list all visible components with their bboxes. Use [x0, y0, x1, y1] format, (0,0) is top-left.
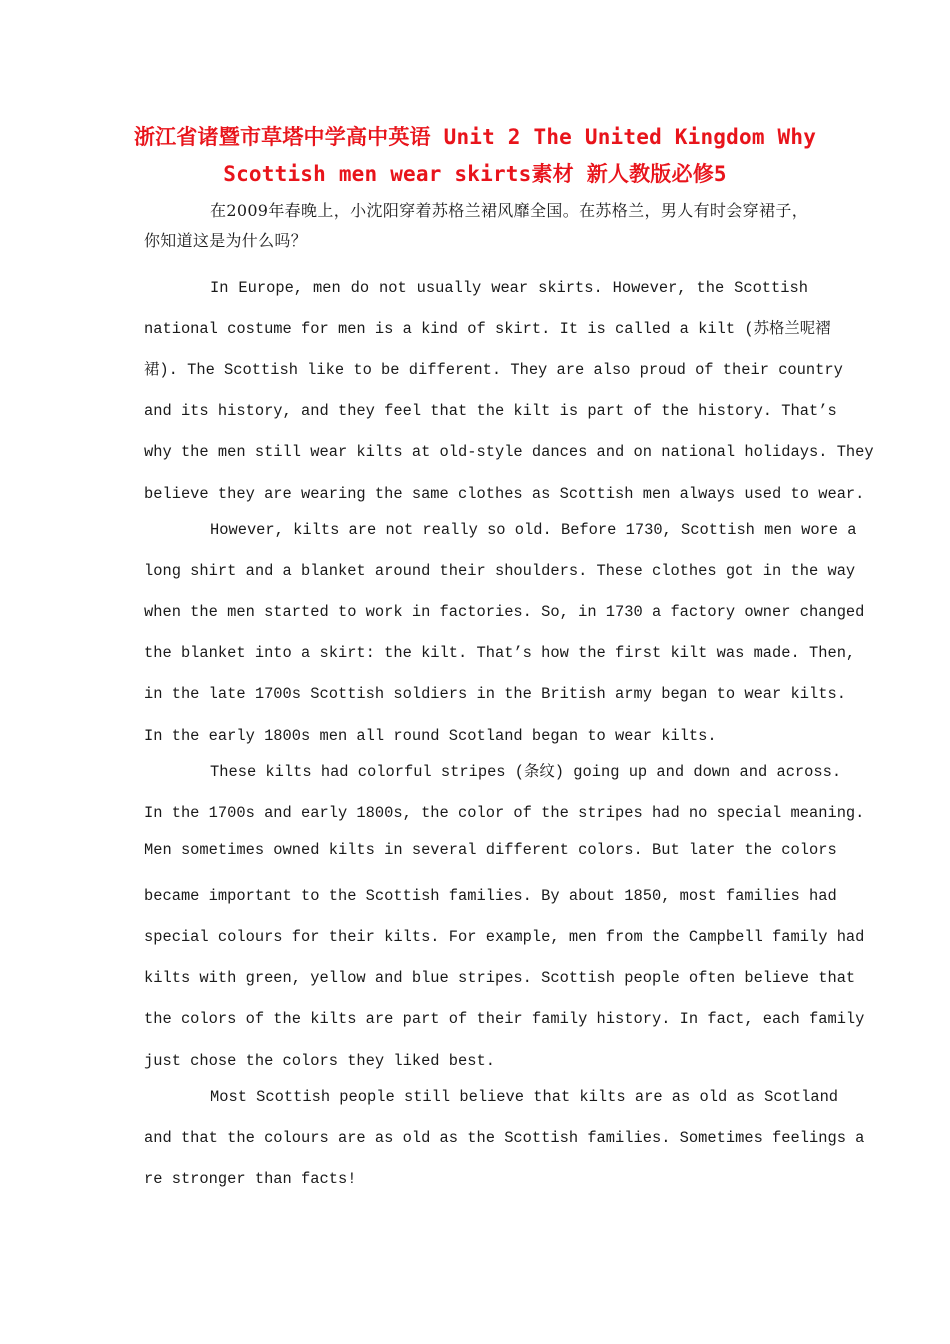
paragraph-line: kilts with green, yellow and blue stripes. Scottish people often believe that [144, 969, 856, 987]
document-title-line-2: Scottish men wear skirts素材 新人教版必修5 [223, 162, 727, 186]
paragraph-line: re stronger than facts! [144, 1170, 357, 1188]
paragraph-line: Men sometimes owned kilts in several different colors. But later the colors [144, 841, 837, 859]
document-title-line-1: 浙江省诸暨市草塔中学高中英语 Unit 2 The United Kingdom Why [133, 125, 817, 149]
intro-line: 你知道这是为什么吗？ [144, 231, 308, 250]
paragraph-line: when the men started to work in factories. So, in 1730 a factory owner changed [144, 603, 865, 621]
paragraph-line: just chose the colors they liked best. [144, 1052, 495, 1070]
paragraph-line: Most Scottish people still believe that kilts are as old as Scotland [210, 1088, 839, 1106]
paragraph-line: the colors of the kilts are part of their family history. In fact, each family [144, 1010, 865, 1028]
paragraph-line: and that the colours are as old as the Scottish families. Sometimes feelings a [144, 1129, 865, 1147]
paragraph-line: These kilts had colorful stripes (条纹) going up and down and across. [210, 763, 842, 781]
paragraph-line: However, kilts are not really so old. Before 1730, Scottish men wore a [210, 521, 857, 539]
paragraph-line: the blanket into a skirt: the kilt. That’s how the first kilt was made. Then, [144, 644, 856, 662]
paragraph-line: why the men still wear kilts at old-style dances and on national holidays. They [144, 443, 874, 461]
paragraph-line: national costume for men is a kind of skirt. It is called a kilt (苏格兰呢褶 [144, 320, 831, 338]
paragraph-line: In Europe, men do not usually wear skirts. However, the Scottish [210, 279, 808, 297]
paragraph-line: long shirt and a blanket around their shoulders. These clothes got in the way [144, 562, 856, 580]
paragraph-line: became important to the Scottish families. By about 1850, most families had [144, 887, 837, 905]
paragraph-line: In the 1700s and early 1800s, the color of the stripes had no special meaning. [144, 804, 865, 822]
paragraph-line: special colours for their kilts. For example, men from the Campbell family had [144, 928, 865, 946]
intro-line: 在2009年春晚上，小沈阳穿着苏格兰裙风靡全国。在苏格兰，男人有时会穿裙子， [210, 201, 808, 220]
paragraph-line: in the late 1700s Scottish soldiers in the British army began to wear kilts. [144, 685, 846, 703]
paragraph-line: 裙). The Scottish like to be different. They are also proud of their country [144, 361, 843, 379]
paragraph-line: In the early 1800s men all round Scotland began to wear kilts. [144, 727, 717, 745]
paragraph-line: and its history, and they feel that the kilt is part of the history. That’s [144, 402, 837, 420]
paragraph-line: believe they are wearing the same clothes as Scottish men always used to wear. [144, 485, 865, 503]
